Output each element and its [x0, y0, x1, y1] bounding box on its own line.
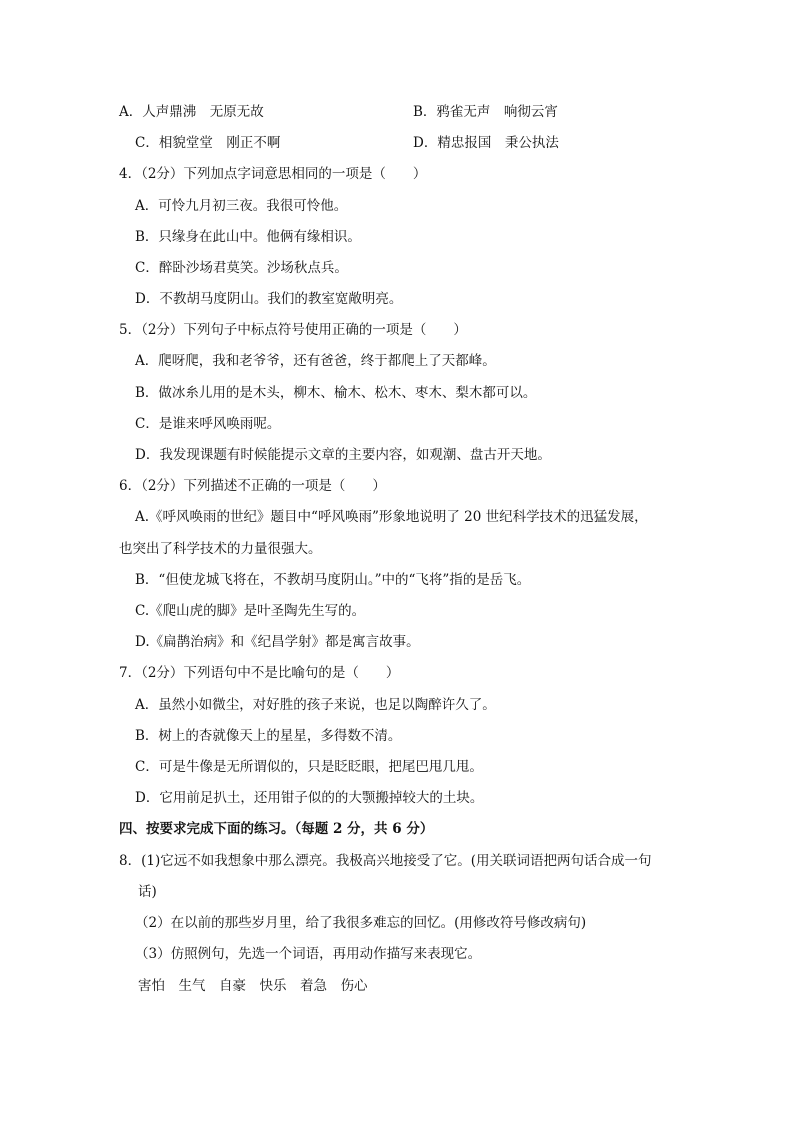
q5-option-d: D．我发现课题有时候能提示文章的主要内容，如观潮、盘古开天地。 [135, 447, 551, 463]
q7-option-b: B．树上的杏就像天上的星星，多得数不清。 [135, 728, 402, 744]
q8-item1-line1: 8．(1)它远不如我想象中那么漂亮。我极高兴地接受了它。(用关联词语把两句话合成一句 [119, 853, 652, 869]
q7-option-d: D．它用前足扒土，还用钳子似的的大颚搬掉较大的土块。 [135, 790, 484, 806]
q6-option-d: D.《扁鹊治病》和《纪昌学射》都是寓言故事。 [135, 634, 420, 650]
q4-option-c: C．醉卧沙场君莫笑。沙场秋点兵。 [135, 260, 348, 276]
q5-stem: 5．（2分）下列句子中标点符号使用正确的一项是（ ） [119, 322, 467, 338]
q5-option-b: B．做冰糸儿用的是木头，柳木、榆木、松木、枣木、梨木都可以。 [135, 385, 537, 401]
q4-stem: 4．（2分）下列加点字词意思相同的一项是（ ） [119, 166, 427, 182]
q8-item2: （2）在以前的那些岁月里，给了我很多难忘的回忆。(用修改符号修改病句) [135, 915, 587, 931]
q7-option-a: A．虽然小如微尘，对好胜的孩子来说，也足以陶醉许久了。 [135, 697, 496, 713]
q4-option-a: A．可怜九月初三夜。我很可怜他。 [135, 198, 348, 214]
q4-option-d: D．不教胡马度阴山。我们的教室宽敞明亮。 [135, 291, 403, 307]
q3-option-d: D．精忠报国 秉公执法 [413, 135, 559, 151]
section-4-heading: 四、按要求完成下面的练习。（每题 2 分，共 6 分） [119, 821, 434, 837]
q3-option-a: A．人声鼎沸 无原无故 [119, 104, 264, 120]
q6-stem: 6．（2分）下列描述不正确的一项是（ ） [119, 478, 386, 494]
q8-item1-line2: 话) [138, 884, 157, 900]
q5-option-c: C．是谁来呼风唤雨呢。 [135, 416, 281, 432]
q5-option-a: A．爬呀爬，我和老爷爷，还有爸爸，终于都爬上了天都峰。 [135, 353, 496, 369]
q7-option-c: C．可是牛像是无所谓似的，只是眨眨眼，把尾巴甩几甩。 [135, 759, 483, 775]
q4-option-b: B．只缘身在此山中。他俩有缘相识。 [135, 229, 361, 245]
q8-word-choices: 害怕 生气 自豪 快乐 着急 伤心 [138, 978, 368, 994]
q6-option-b: B．“但使龙城飞将在，不教胡马度阴山。”中的“飞将”指的是岳飞。 [135, 572, 531, 588]
q6-option-a-line1: A.《呼风唤雨的世纪》题目中“呼风唤雨”形象地说明了 20 世纪科学技术的迅猛发展， [135, 509, 648, 525]
q3-option-b: B．鸦雀无声 响彻云宵 [413, 104, 558, 120]
q6-option-c: C.《爬山虎的脚》是叶圣陶先生写的。 [135, 603, 366, 619]
q3-option-c: C．相貌堂堂 刚正不啊 [135, 135, 281, 151]
q8-item3: （3）仿照例句，先选一个词语，再用动作描写来表现它。 [135, 946, 482, 962]
q7-stem: 7．（2分）下列语句中不是比喻句的是（ ） [119, 665, 400, 681]
q6-option-a-line2: 也突出了科学技术的力量很强大。 [119, 541, 322, 557]
